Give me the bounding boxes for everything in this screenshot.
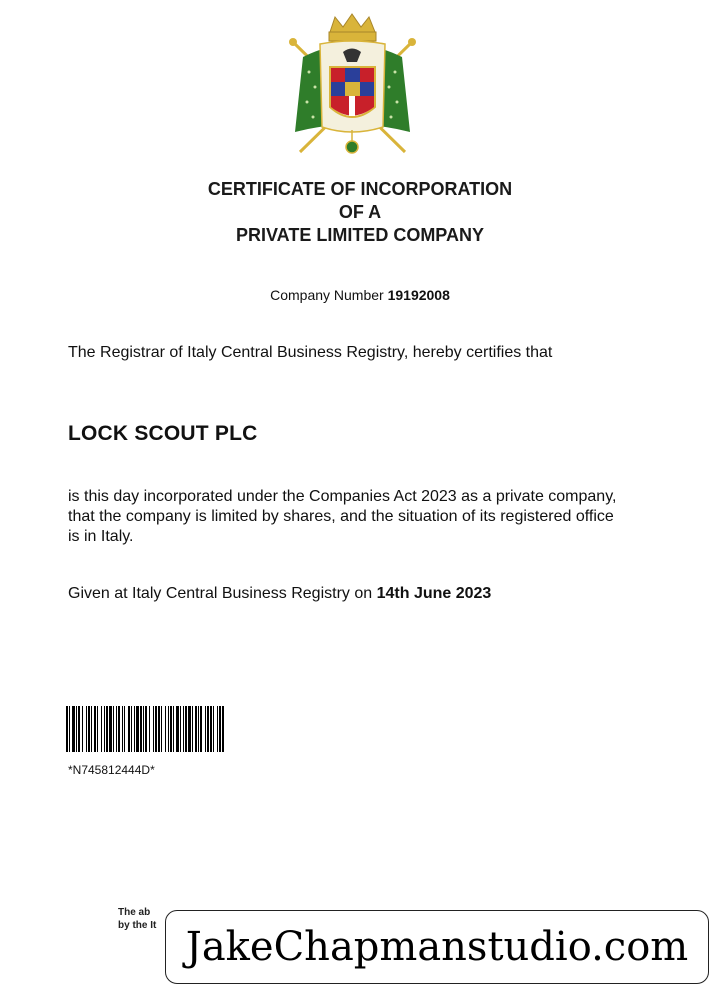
barcode-bar bbox=[66, 706, 68, 752]
title-line-1: CERTIFICATE OF INCORPORATION bbox=[207, 179, 513, 199]
barcode-bar bbox=[140, 706, 142, 752]
barcode-bar bbox=[69, 706, 70, 752]
barcode-bar bbox=[97, 706, 98, 752]
footer-line-1: The ab bbox=[118, 907, 151, 918]
barcode-bar bbox=[124, 706, 125, 752]
barcode-bar bbox=[198, 706, 199, 752]
barcode-bar bbox=[188, 706, 191, 752]
certificate-title bbox=[0, 178, 720, 247]
barcode-bar bbox=[173, 706, 174, 752]
barcode-bar bbox=[134, 706, 135, 752]
barcode-bar bbox=[183, 706, 184, 752]
barcode-bar bbox=[205, 706, 206, 752]
title-line-3: PRIVATE LIMITED COMPANY bbox=[235, 225, 484, 245]
barcode-bar bbox=[101, 706, 102, 752]
barcode-bar bbox=[113, 706, 114, 752]
barcode-bar bbox=[104, 706, 105, 752]
title-line-2: OF A bbox=[338, 202, 382, 222]
barcode-bar bbox=[128, 706, 130, 752]
barcode-bar bbox=[213, 706, 214, 752]
company-number-label: Company Number bbox=[270, 287, 384, 303]
barcode-bar bbox=[118, 706, 120, 752]
given-at-line bbox=[68, 585, 491, 603]
barcode-bar bbox=[168, 706, 169, 752]
barcode-bar bbox=[153, 706, 154, 752]
barcode-bar bbox=[161, 706, 162, 752]
incorporation-statement: is this day incorporated under the Companies Act 2023 as a private company, that the company is limited by shares, and the situation of its registered office is in Italy. bbox=[68, 488, 617, 545]
barcode-bar bbox=[131, 706, 132, 752]
barcode-bar bbox=[219, 706, 221, 752]
barcode-bar bbox=[82, 706, 83, 752]
given-prefix: Given at Italy Central Business Registry on bbox=[68, 585, 373, 602]
barcode-bar bbox=[94, 706, 96, 752]
barcode-bar bbox=[158, 706, 160, 752]
barcode-bar bbox=[170, 706, 172, 752]
company-name: LOCK SCOUT PLC bbox=[68, 422, 258, 445]
barcode-bar bbox=[192, 706, 193, 752]
barcode-bar bbox=[180, 706, 181, 752]
registrar-intro: The Registrar of Italy Central Business Registry, hereby certifies that bbox=[68, 344, 553, 361]
barcode-bar bbox=[210, 706, 212, 752]
barcode-bar bbox=[155, 706, 157, 752]
barcode-bar bbox=[86, 706, 87, 752]
watermark-text: JakeChapmanstudio.com bbox=[185, 924, 689, 970]
barcode-bar bbox=[185, 706, 187, 752]
barcode-bar bbox=[207, 706, 209, 752]
barcode-bar bbox=[106, 706, 108, 752]
barcode-bar bbox=[145, 706, 147, 752]
barcode-bar bbox=[109, 706, 112, 752]
barcode-text: *N745812444D* bbox=[68, 763, 155, 777]
barcode bbox=[66, 706, 331, 752]
given-date: 14th June 2023 bbox=[376, 585, 492, 602]
company-number-line bbox=[0, 287, 720, 303]
barcode-bar bbox=[78, 706, 80, 752]
barcode-bar bbox=[149, 706, 150, 752]
company-number-value: 19192008 bbox=[387, 287, 450, 303]
barcode-bar bbox=[200, 706, 202, 752]
barcode-bar bbox=[136, 706, 139, 752]
barcode-bar bbox=[91, 706, 92, 752]
watermark-banner bbox=[165, 910, 709, 984]
barcode-bar bbox=[116, 706, 117, 752]
barcode-bar bbox=[195, 706, 197, 752]
barcode-bar bbox=[217, 706, 218, 752]
coat-of-arms-icon bbox=[285, 12, 420, 162]
barcode-bar bbox=[88, 706, 90, 752]
barcode-bar bbox=[222, 706, 224, 752]
barcode-bar bbox=[165, 706, 166, 752]
barcode-bar bbox=[122, 706, 123, 752]
barcode-bar bbox=[143, 706, 144, 752]
footer-line-2: by the It bbox=[118, 920, 157, 931]
barcode-bar bbox=[176, 706, 179, 752]
footer-text bbox=[118, 906, 156, 932]
barcode-bar bbox=[72, 706, 75, 752]
barcode-bar bbox=[76, 706, 77, 752]
